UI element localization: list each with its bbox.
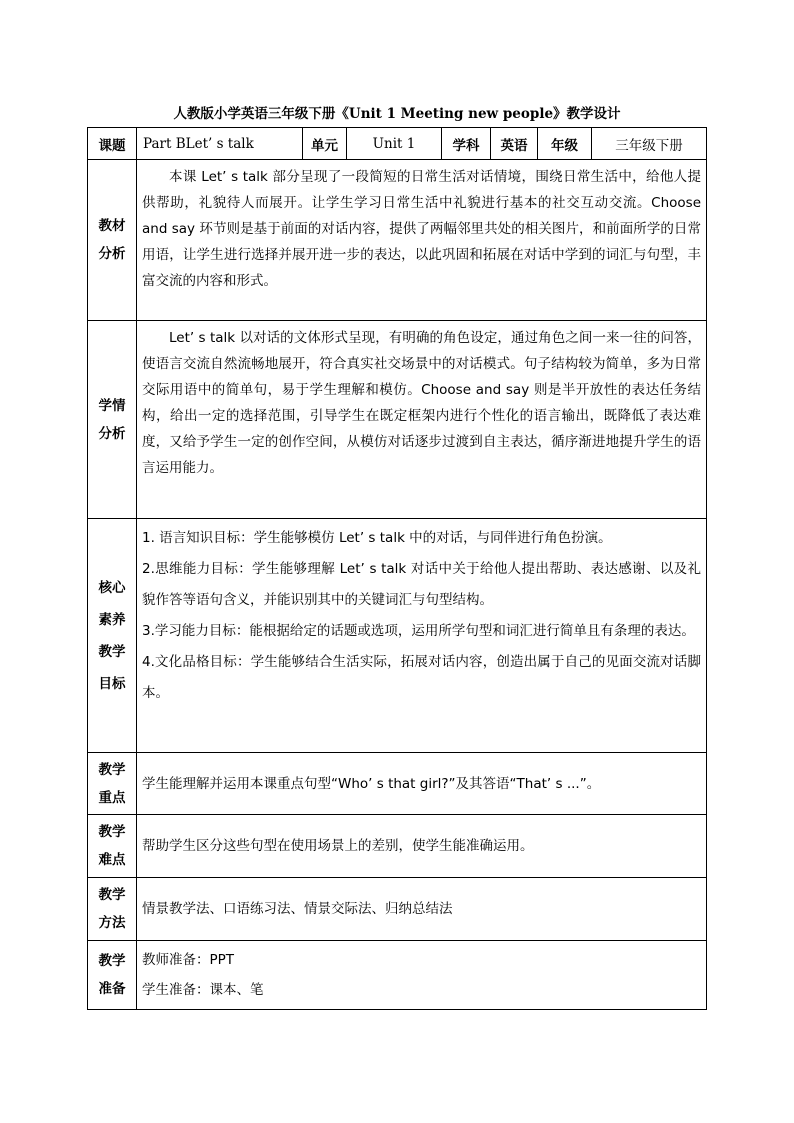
grade-label: 年级 [538, 128, 592, 160]
student-analysis-content [137, 321, 707, 519]
student-analysis-text: Let’ s talk 以对话的文体形式呈现，有明确的角色设定，通过角色之间一来一往的问答，使语言交流自然流畅地展开，符合真实社交场景中的对话模式。句子结构较为简单，多为日常交际用语中的简单句，易于学生理解和模仿。Choose and say 则是半开放性的表达任务结构，给出一定的选择范围，引导学生在既定框架内进行个性化的语言输出，既降低了表达难度，又给予学生一定的创作空间，从模仿对话逐步过渡到自主表达，循序渐进地提升学生的语言运用能力。 [142, 330, 701, 476]
goals-content [137, 519, 707, 753]
subject-value: 英语 [491, 128, 538, 160]
lesson-plan-table [87, 127, 707, 1010]
topic-label: 课题 [88, 128, 137, 160]
preparation-row [88, 941, 707, 1010]
material-analysis-content [137, 160, 707, 321]
material-analysis-label: 教材 分析 [88, 160, 137, 321]
goals-label: 核心 素养 教学 目标 [88, 519, 137, 753]
methods-content [137, 878, 707, 941]
key-points-row [88, 753, 707, 815]
student-analysis-row [88, 321, 707, 519]
material-analysis-text: 本课 Let’ s talk 部分呈现了一段简短的日常生活对话情境，围绕日常生活中，给他人提供帮助，礼貌待人而展开。让学生学习日常生活中礼貌进行基本的社交互动交流。Choose and say 环节则是基于前面的对话内容，提供了两幅邻里共处的相关图片，和前面所学的日常用语，让学生进行选择并展开进一步的表达，以此巩固和拓展在对话中学到的词汇与句型，丰富交流的内容和形式。 [142, 169, 701, 289]
topic-value: Part BLet’ s talk [137, 128, 303, 160]
methods-row [88, 878, 707, 941]
preparation-label: 教学 准备 [88, 941, 137, 1010]
header-row [88, 128, 707, 160]
goals-row [88, 519, 707, 753]
unit-label: 单元 [303, 128, 347, 160]
unit-value: Unit 1 [347, 128, 442, 160]
teacher-preparation: 教师准备：PPT [142, 952, 235, 968]
key-points-label: 教学 重点 [88, 753, 137, 815]
goal-item: 4.文化品格目标：学生能够结合生活实际，拓展对话内容，创造出属于自己的见面交流对话脚本。 [142, 654, 701, 701]
document-title: 人教版小学英语三年级下册《Unit 1 Meeting new people》教学设计 [173, 106, 621, 122]
difficulties-row [88, 815, 707, 878]
methods-text: 情景教学法、口语练习法、情景交际法、归纳总结法 [142, 901, 453, 917]
methods-label: 教学 方法 [88, 878, 137, 941]
difficulties-label: 教学 难点 [88, 815, 137, 878]
difficulties-text: 帮助学生区分这些句型在使用场景上的差别，使学生能准确运用。 [142, 838, 534, 854]
difficulties-content [137, 815, 707, 878]
student-analysis-label: 学情 分析 [88, 321, 137, 519]
key-points-content [137, 753, 707, 815]
grade-value: 三年级下册 [592, 128, 707, 160]
goal-item: 2.思维能力目标：学生能够理解 Let’ s talk 对话中关于给他人提出帮助、表达感谢、以及礼貌作答等语句含义，并能识别其中的关键词汇与句型结构。 [142, 561, 701, 608]
key-points-text: 学生能理解并运用本课重点句型“Who’ s that girl?”及其答语“That’ s ...”。 [142, 775, 601, 792]
subject-label: 学科 [442, 128, 491, 160]
goal-item: 1. 语言知识目标：学生能够模仿 Let’ s talk 中的对话，与同伴进行角色扮演。 [142, 530, 612, 546]
preparation-content [137, 941, 707, 1010]
student-preparation: 学生准备：课本、笔 [142, 982, 264, 998]
goal-item: 3.学习能力目标：能根据给定的话题或选项，运用所学句型和词汇进行简单且有条理的表达。 [142, 623, 695, 639]
material-analysis-row [88, 160, 707, 321]
